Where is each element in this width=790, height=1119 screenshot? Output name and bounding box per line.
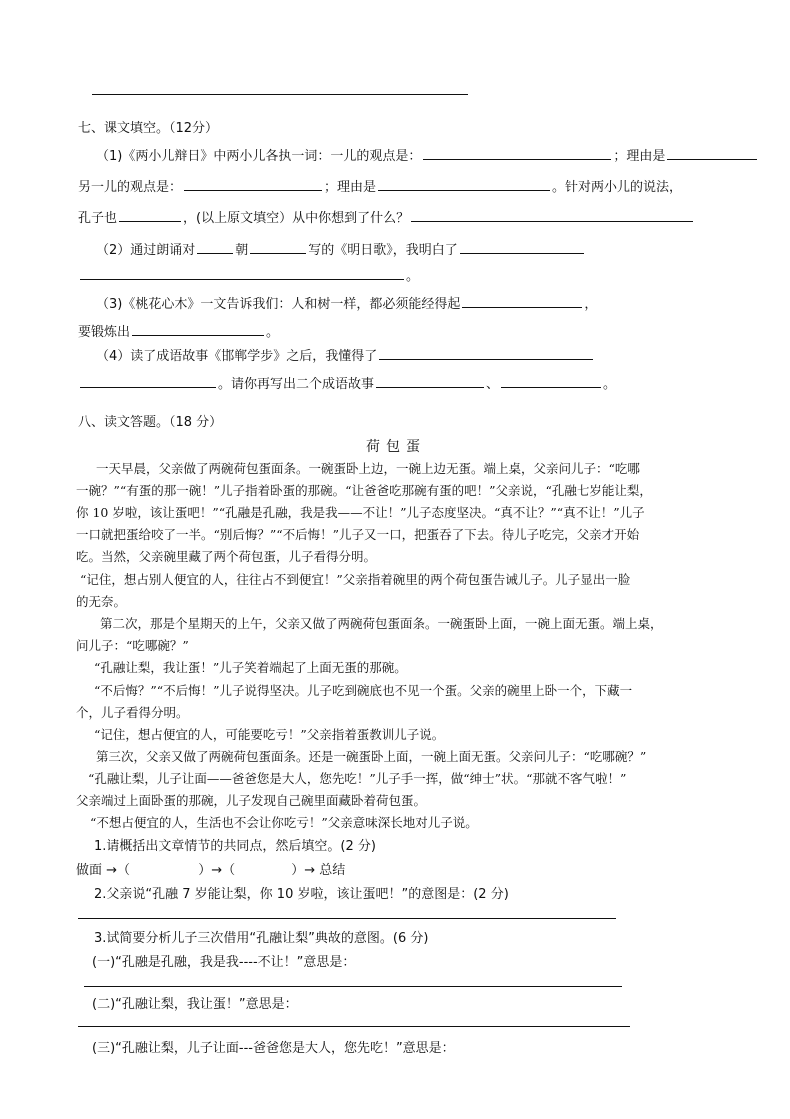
answer-line[interactable] [78,918,616,919]
passage-line: 问儿子：“吃哪碗？” [76,638,189,653]
s8-q3-c: (三)“孔融让梨，儿子让面---爸爸您是大人，您先吃！”意思是： [92,1041,455,1056]
blank[interactable] [411,208,693,222]
s7-q1-g: ，(以上原文填空）从中你想到了什么？ [183,211,410,226]
flow-blank-1-open: →（ [106,863,131,878]
blank[interactable] [184,177,322,191]
passage-line: “不后悔？”“不后悔！”儿子说得坚决。儿子吃到碗底也不见一个蛋。父亲的碗里上卧一个，下藏一 [94,683,633,698]
passage-line: 第三次，父亲又做了两碗荷包蛋面条。还是一碗蛋卧上面，一碗上面无蛋。父亲问儿子：“吃哪碗？” [96,749,647,764]
blank[interactable] [460,240,584,254]
passage-line: 第二次，那是个星期天的上午，父亲又做了两碗荷包蛋面条。一碗蛋卧上面，一碗上面无蛋。端上桌， [100,616,663,631]
s7-q2-d: 。 [406,269,420,284]
s7-q2-line1 [96,240,586,260]
s7-q1-a: （1)《两小儿辩日》中两小儿各执一词：一儿的观点是： [96,149,422,164]
flow-start: 做面 [76,863,103,878]
answer-line[interactable] [78,1026,630,1027]
s7-q1-d: ；理由是 [324,180,377,195]
blank[interactable] [379,346,593,360]
s8-q3-b: (二)“孔融让梨，我让蛋！”意思是： [92,997,298,1012]
blank[interactable] [80,374,216,388]
s7-q2-line2 [78,266,419,286]
s7-q3-c: 要锻炼出 [78,325,131,340]
s7-q4-line1 [96,346,595,366]
s7-q1-c: 另一儿的观点是： [78,180,183,195]
answer-line [92,94,468,95]
blank[interactable] [80,266,404,280]
blank[interactable] [250,240,306,254]
passage-line: 你 10 岁啦，该让蛋吧！”“孔融是孔融，我是我——不让！”儿子态度坚决。“真不让？”“真不让！”儿子 [76,505,645,520]
passage-line: “不想占便宜的人，生活也不会让你吃亏！”父亲意味深长地对儿子说。 [90,815,478,830]
s7-q1-line1 [96,146,759,166]
blank[interactable] [501,374,601,388]
flow-arrow: ）→ [291,863,316,878]
s8-q1-flow [76,862,345,880]
passage-line: 一口就把蛋给咬了一半。“别后悔？”“不后悔！”儿子又一口，把蛋吞了下去。待儿子吃完，父亲才开始 [76,527,640,542]
s7-q4-c: 、 [486,377,500,392]
s7-q1-line2 [78,177,682,197]
blank[interactable] [197,240,233,254]
section-7-heading: 七、课文填空。（12分） [78,121,219,136]
s7-q3-d: 。 [266,325,280,340]
passage-line: “孔融让梨，我让蛋！”儿子笑着端起了上面无蛋的那碗。 [94,660,407,675]
blank[interactable] [132,322,264,336]
passage-line: 一天早晨，父亲做了两碗荷包蛋面条。一碗蛋卧上边，一碗上边无蛋。端上桌，父亲问儿子：“吃哪 [96,461,640,476]
s7-q3-a: （3)《桃花心木》一文告诉我们：人和树一样，都必须能经得起 [96,297,461,312]
answer-line[interactable] [84,986,622,987]
blank[interactable] [376,374,484,388]
s7-q4-b: 。请你再写出二个成语故事 [218,377,375,392]
s8-q3-text: 3.试简要分析儿子三次借用“孔融让梨”典故的意图。(6 分) [94,931,429,946]
s7-q4-a: （4）读了成语故事《邯郸学步》之后，我懂得了 [96,349,378,364]
passage-title: 荷包蛋 [366,439,426,455]
blank[interactable] [423,146,611,160]
passage-line: “记住，想占别人便宜的人，往往占不到便宜！”父亲指着碗里的两个荷包蛋告诫儿子。儿子显出一脸 [80,572,631,587]
blank[interactable] [462,294,582,308]
blank[interactable] [119,208,181,222]
s7-q2-c: 写的《明日歌》，我明白了 [308,243,458,258]
s7-q2-b: 朝 [235,243,249,258]
passage-line: 吃。当然，父亲碗里藏了两个荷包蛋，儿子看得分明。 [76,549,377,564]
passage-line: 一碗？”“有蛋的那一碗！”儿子指着卧蛋的那碗。“让爸爸吃那碗有蛋的吧！”父亲说，“孔融七岁能让梨， [76,483,652,498]
s7-q3-b: ， [584,297,598,312]
s8-q3-a: (一)“孔融是孔融，我是我----不让！”意思是： [92,955,356,970]
s7-q4-d: 。 [603,377,617,392]
flow-blank-2-open: ）→（ [198,863,236,878]
s7-q1-line3 [78,208,695,228]
section-8-heading: 八、读文答题。（18 分） [78,415,223,430]
s7-q1-e: 。针对两小儿的说法， [552,180,683,195]
s7-q1-f: 孔子也 [78,211,118,226]
passage-line: 父亲端过上面卧蛋的那碗，儿子发现自己碗里面藏卧着荷包蛋。 [76,793,427,808]
flow-end: 总结 [319,863,346,878]
passage-line: “记住，想占便宜的人，可能要吃亏！”父亲指着蛋教训儿子说。 [94,727,445,742]
s7-q3-line1 [96,294,597,314]
s8-q2-text: 2.父亲说“孔融 7 岁能让梨，你 10 岁啦，该让蛋吧！”的意图是：(2 分) [94,887,509,902]
s8-q1-text: 1.请概括出文章情节的共同点，然后填空。(2 分) [94,839,376,854]
s7-q4-line2 [78,374,616,394]
s7-q1-b: ；理由是 [613,149,666,164]
blank[interactable] [378,177,550,191]
s7-q2-a: （2）通过朗诵对 [96,243,196,258]
blank[interactable] [667,146,757,160]
passage-line: 的无奈。 [76,594,127,609]
s7-q3-line2 [78,322,279,342]
passage-line: “孔融让梨，儿子让面——爸爸您是大人，您先吃！”儿子手一挥，做“绅士”状。“那就不客气啦！” [88,771,627,786]
passage-line: 个，儿子看得分明。 [76,705,189,720]
